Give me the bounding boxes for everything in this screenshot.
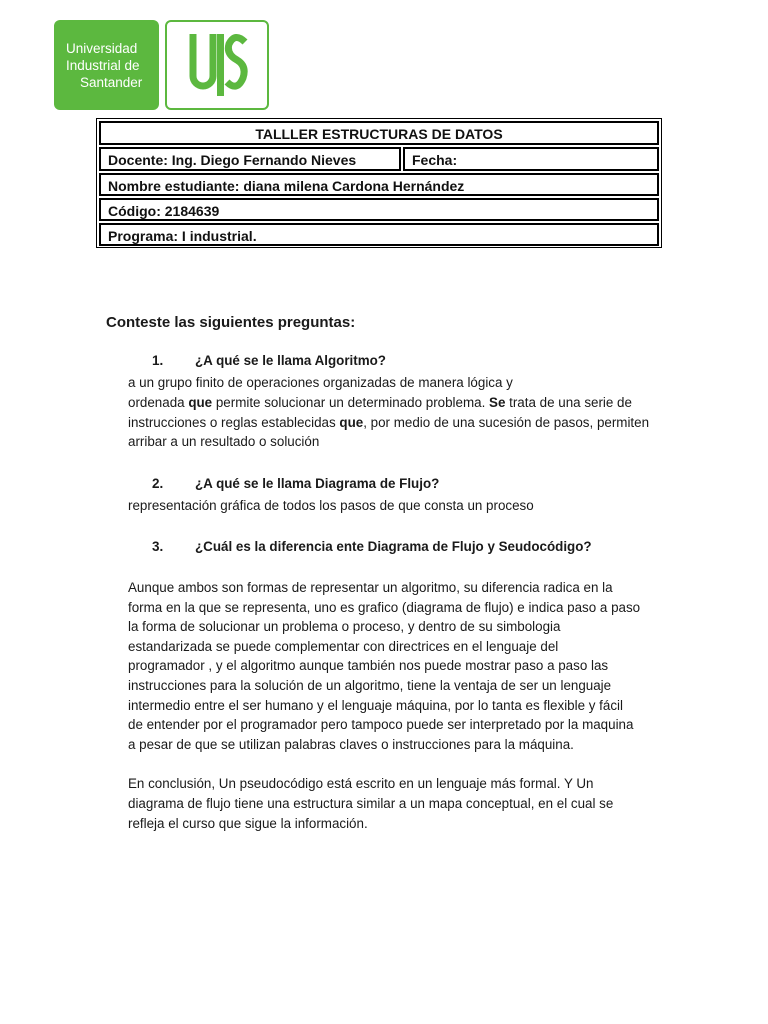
header-table — [96, 118, 662, 248]
uis-logo-mark — [165, 20, 269, 110]
answer-3-p2-line-1: En conclusión, Un pseudocódigo está escrito en un lenguaje más formal. Y Un — [128, 776, 594, 791]
answer-3-p1-line-2: forma en la que se representa, uno es grafico (diagrama de flujo) e indica paso a paso — [128, 600, 641, 615]
logo-line-1: Universidad — [66, 41, 138, 56]
answer-1-line-2: ordenada que permite solucionar un determinado problema. Se trata de una serie de — [128, 395, 632, 410]
answer-3-p1-line-7: intermedio entre el ser humano y el lenguaje máquina, por lo tanta es flexible y fácil — [128, 698, 623, 713]
university-logo-text — [54, 20, 159, 110]
answer-3-p1-line-8: de entender por el programador pero tampoco puede ser interpretado por la maquina — [128, 717, 634, 732]
answer-3-p1-line-1: Aunque ambos son formas de representar un algoritmo, su diferencia radica en la — [128, 580, 613, 595]
answer-3-p1-line-6: instrucciones para la solución de un algoritmo, tiene la ventaja de ser un lenguaje — [128, 678, 612, 693]
answer-3-p1-line-3: la forma de solucionar un problema o proceso, y dentro de su simbologia — [128, 619, 561, 634]
logo-line-2: Industrial de — [66, 58, 140, 73]
answer-3-p1-line-9: a pesar de que se utilizan palabras claves o instrucciones para la máquina. — [128, 737, 574, 752]
logo-line-3: Santander — [80, 75, 143, 90]
question-1-number: 1. — [152, 353, 164, 368]
student-name-cell: Nombre estudiante: diana milena Cardona Hernández — [99, 173, 659, 196]
uis-emblem-icon — [187, 32, 249, 100]
fecha-cell: Fecha: — [403, 147, 659, 171]
instructions-heading: Conteste las siguientes preguntas: — [106, 314, 356, 331]
question-3-number: 3. — [152, 539, 164, 554]
codigo-cell: Código: 2184639 — [99, 198, 659, 221]
answer-1-line-1: a un grupo finito de operaciones organizadas de manera lógica y — [128, 375, 513, 390]
title-cell: TALLLER ESTRUCTURAS DE DATOS — [99, 121, 659, 145]
question-1-text: ¿A qué se le llama Algoritmo? — [195, 353, 386, 368]
answer-3-p1-line-5: programador , y el algoritmo aunque también nos puede mostrar paso a paso las — [128, 658, 609, 673]
answer-1-line-4: arribar a un resultado o solución — [128, 434, 320, 449]
answer-3-p1-line-4: estandarizada se puede complementar con directrices en el lenguaje del — [128, 639, 559, 654]
docente-cell: Docente: Ing. Diego Fernando Nieves — [99, 147, 401, 171]
answer-3-p2-line-3: refleja el curso que sigue la información. — [128, 816, 368, 831]
question-2-number: 2. — [152, 476, 164, 491]
answer-2: representación gráfica de todos los pasos de que consta un proceso — [128, 498, 534, 513]
answer-1-line-3: instrucciones o reglas establecidas que, por medio de una sucesión de pasos, permiten — [128, 415, 650, 430]
question-2-text: ¿A qué se le llama Diagrama de Flujo? — [195, 476, 440, 491]
question-3-text: ¿Cuál es la diferencia ente Diagrama de Flujo y Seudocódigo? — [195, 539, 592, 554]
answer-3-p2-line-2: diagrama de flujo tiene una estructura similar a un mapa conceptual, en el cual se — [128, 796, 614, 811]
programa-cell: Programa: I industrial. — [99, 223, 659, 246]
